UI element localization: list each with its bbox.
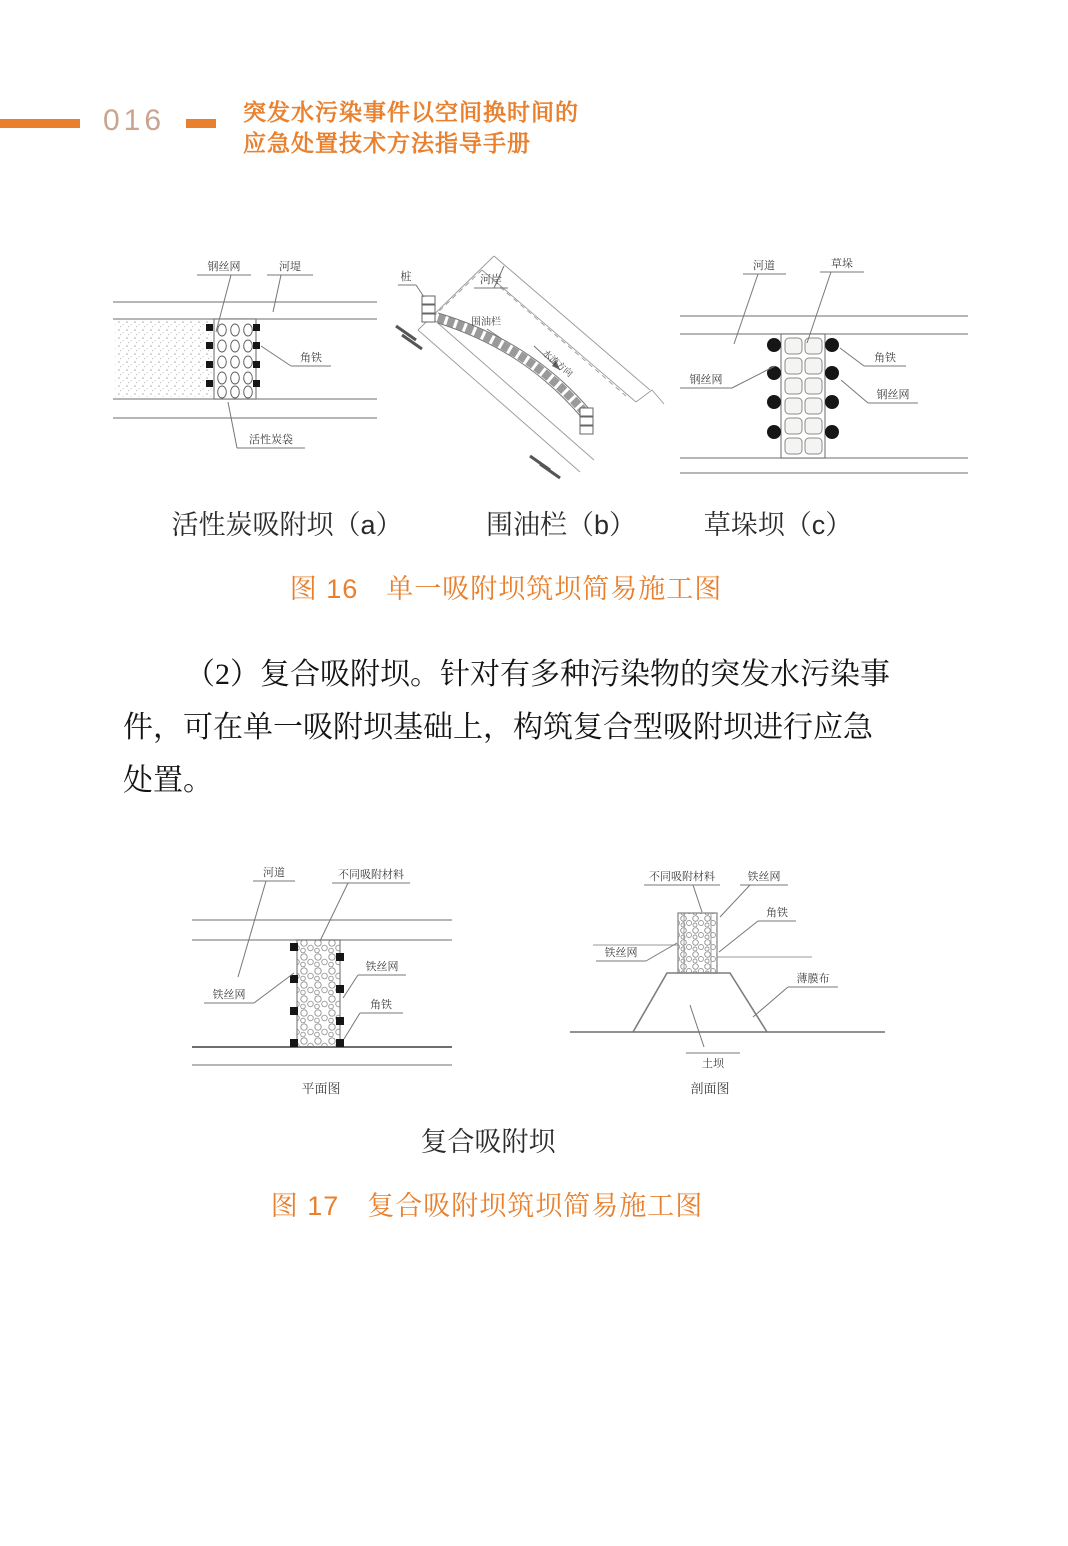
label-plan-view: 平面图 (301, 1081, 341, 1096)
paragraph-line-2: 件，可在单一吸附坝基础上，构筑复合型吸附坝进行应急 (123, 711, 873, 744)
label-wire-mesh-top: 铁丝网 (747, 871, 781, 883)
label-materials: 不同吸附材料 (338, 869, 404, 881)
figure16-caption: 图 16 单一吸附坝筑坝简易施工图 (289, 574, 723, 604)
label-film-cloth: 薄膜布 (796, 973, 830, 985)
label-wire-mesh-left: 铁丝网 (212, 989, 246, 1001)
label-channel: 河道 (753, 260, 775, 272)
label-stake: 桩 (400, 271, 412, 283)
label-oil-boom: 围油栏 (471, 317, 501, 328)
label-carbon-bags: 活性炭袋 (249, 434, 293, 446)
label-flow-direction: 水流方向 (540, 347, 575, 379)
header-title-line2: 应急处置技术方法指导手册 (243, 130, 531, 156)
label-angle-iron: 角铁 (766, 907, 788, 919)
earth-dam-outline (633, 973, 767, 1032)
paragraph-line-3: 处置。 (123, 764, 213, 797)
page-number: 016 (103, 104, 166, 137)
diagram-carbon-dam-plan (85, 240, 405, 480)
diagram-composite-dam-plan (160, 855, 490, 1105)
subcaption-b: 围油栏（b） (485, 510, 637, 540)
subcaption-a: 活性炭吸附坝（a） (171, 510, 403, 540)
subcaption-c: 草垛坝（c） (703, 510, 853, 540)
label-wire-mesh-right: 铁丝网 (365, 961, 399, 973)
label-straw-bale: 草垛 (831, 258, 853, 270)
label-wire-mesh-left: 铁丝网 (604, 947, 638, 959)
figure17-subcaption: 复合吸附坝 (420, 1127, 556, 1157)
composite-dam-body (297, 940, 340, 1047)
header-dash (186, 119, 216, 128)
label-wire-mesh: 钢丝网 (207, 261, 241, 273)
header-title (243, 97, 579, 159)
label-channel: 河道 (263, 867, 285, 879)
header-title-line1: 突发水污染事件以空间换时间的 (243, 99, 579, 125)
body-paragraph (123, 648, 895, 807)
diagram-oil-boom-perspective (390, 242, 670, 482)
label-wire-mesh-right: 钢丝网 (876, 389, 910, 401)
label-angle-iron: 角铁 (874, 352, 896, 364)
label-earth-dam: 土坝 (702, 1058, 724, 1070)
figure17-caption: 图 17 复合吸附坝筑坝简易施工图 (270, 1191, 704, 1221)
diagram-composite-dam-section (560, 855, 900, 1105)
label-river-bank: 河堤 (279, 261, 301, 273)
diagram-straw-dam-plan (668, 240, 978, 480)
header-rule-left (0, 119, 80, 128)
pollution-plume-texture (115, 321, 213, 397)
label-angle-iron: 角铁 (300, 352, 322, 364)
label-angle-iron: 角铁 (370, 999, 392, 1011)
label-section-view: 剖面图 (690, 1081, 730, 1096)
label-materials: 不同吸附材料 (649, 871, 715, 883)
paragraph-line-1: （2）复合吸附坝。针对有多种污染物的突发水污染事 (185, 658, 890, 691)
label-wire-mesh-left: 钢丝网 (689, 374, 723, 386)
label-bank: 河岸 (480, 274, 502, 286)
